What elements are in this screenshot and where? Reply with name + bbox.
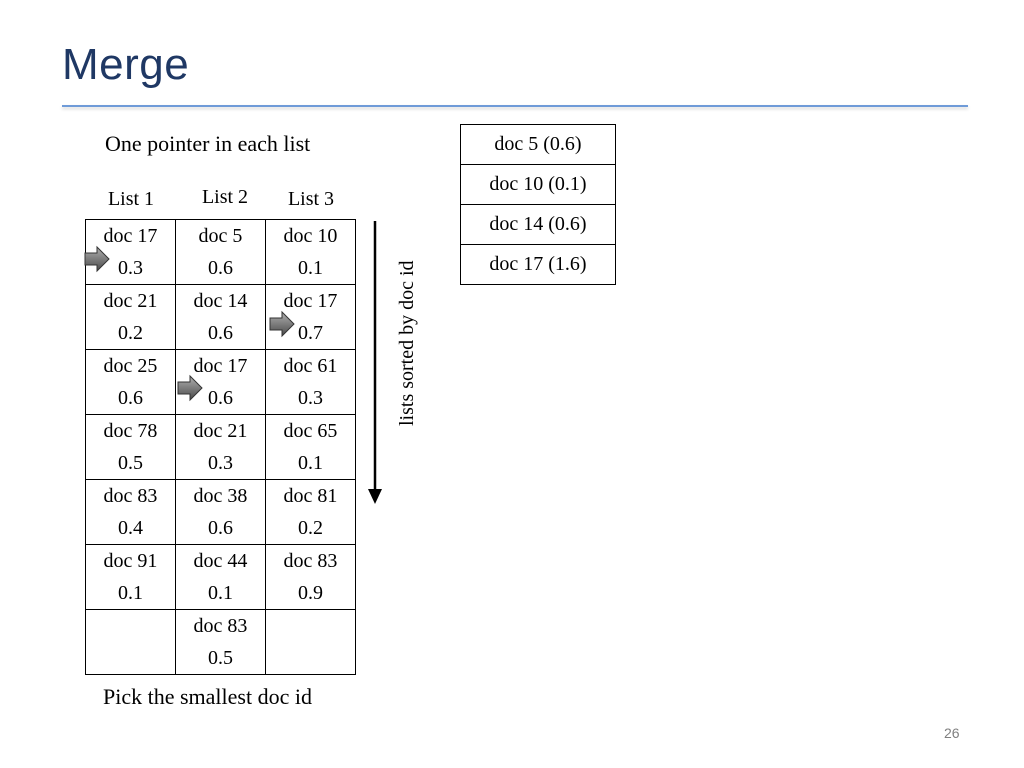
doc-id: doc 10 <box>283 225 338 247</box>
posting-cell <box>266 415 356 480</box>
result-cell: doc 14 (0.6) <box>461 205 616 245</box>
table-row <box>86 350 356 415</box>
posting-cell <box>86 415 176 480</box>
posting-cell <box>176 545 266 610</box>
doc-id: doc 83 <box>193 615 248 637</box>
posting-cell <box>266 545 356 610</box>
posting-cell <box>266 610 356 675</box>
score: 0.6 <box>208 517 233 539</box>
posting-cell <box>266 350 356 415</box>
posting-cell <box>86 545 176 610</box>
table-row <box>86 545 356 610</box>
posting-cell <box>86 285 176 350</box>
doc-id: doc 17 <box>193 355 248 377</box>
doc-id: doc 17 <box>103 225 158 247</box>
table-row <box>86 415 356 480</box>
result-cell: doc 10 (0.1) <box>461 165 616 205</box>
table-row <box>461 165 616 205</box>
score: 0.9 <box>298 582 323 604</box>
list-1-header: List 1 <box>107 188 155 210</box>
table-row <box>86 610 356 675</box>
doc-id: doc 81 <box>283 485 338 507</box>
doc-id: doc 5 <box>198 225 243 247</box>
footer-note: Pick the smallest doc id <box>103 684 312 709</box>
postings-lists-table <box>85 219 356 675</box>
table-row <box>461 125 616 165</box>
posting-cell <box>176 220 266 285</box>
right-arrow-icon <box>268 310 296 338</box>
table-row <box>86 285 356 350</box>
posting-cell <box>86 350 176 415</box>
doc-id: doc 44 <box>193 550 248 572</box>
score: 0.5 <box>208 647 233 669</box>
down-arrow-icon <box>364 221 386 505</box>
right-arrow-icon <box>83 245 111 273</box>
score: 0.1 <box>298 257 323 279</box>
posting-cell <box>86 480 176 545</box>
score: 0.1 <box>298 452 323 474</box>
score: 0.2 <box>118 322 143 344</box>
doc-id: doc 14 <box>193 290 248 312</box>
posting-cell <box>86 610 176 675</box>
doc-id: doc 38 <box>193 485 248 507</box>
doc-id: doc 17 <box>283 290 338 312</box>
slide-title: Merge <box>62 40 190 89</box>
score: 0.4 <box>118 517 143 539</box>
score: 0.7 <box>298 322 323 344</box>
doc-id: doc 78 <box>103 420 158 442</box>
list-3-header: List 3 <box>287 188 335 210</box>
posting-cell <box>266 220 356 285</box>
merged-result-table <box>460 124 616 285</box>
posting-cell <box>176 285 266 350</box>
table-row <box>86 220 356 285</box>
list-2-header: List 2 <box>201 186 249 208</box>
subtitle: One pointer in each list <box>105 131 311 156</box>
score: 0.2 <box>298 517 323 539</box>
doc-id: doc 61 <box>283 355 338 377</box>
table-row <box>461 205 616 245</box>
table-row <box>86 480 356 545</box>
score: 0.6 <box>208 322 233 344</box>
score: 0.6 <box>118 387 143 409</box>
posting-cell <box>176 415 266 480</box>
right-arrow-icon <box>176 374 204 402</box>
doc-id: doc 65 <box>283 420 338 442</box>
score: 0.6 <box>208 257 233 279</box>
score: 0.1 <box>118 582 143 604</box>
result-cell: doc 5 (0.6) <box>461 125 616 165</box>
doc-id: doc 91 <box>103 550 158 572</box>
result-cell: doc 17 (1.6) <box>461 245 616 285</box>
sorted-label: lists sorted by doc id <box>396 260 418 426</box>
score: 0.3 <box>298 387 323 409</box>
score: 0.1 <box>208 582 233 604</box>
score: 0.3 <box>118 257 143 279</box>
table-row <box>461 245 616 285</box>
doc-id: doc 25 <box>103 355 158 377</box>
posting-cell <box>176 480 266 545</box>
score: 0.6 <box>208 387 233 409</box>
posting-cell <box>176 610 266 675</box>
title-divider <box>62 105 968 107</box>
doc-id: doc 21 <box>193 420 248 442</box>
doc-id: doc 21 <box>103 290 158 312</box>
doc-id: doc 83 <box>103 485 158 507</box>
page-number: 26 <box>944 725 960 741</box>
score: 0.5 <box>118 452 143 474</box>
posting-cell <box>266 480 356 545</box>
score: 0.3 <box>208 452 233 474</box>
doc-id: doc 83 <box>283 550 338 572</box>
